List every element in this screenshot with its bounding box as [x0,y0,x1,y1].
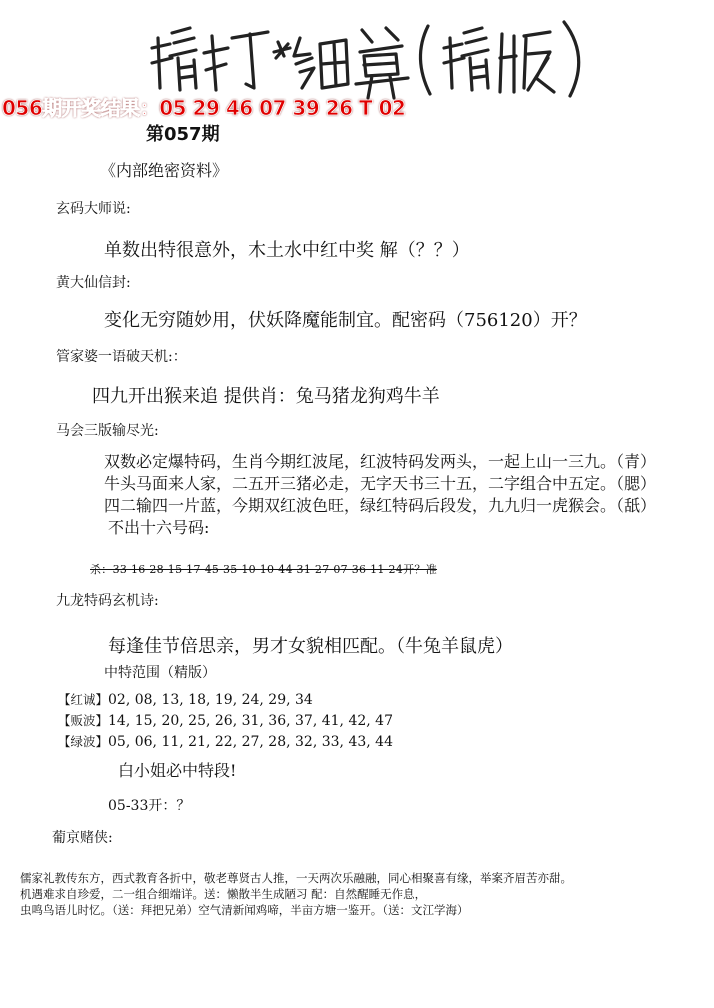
huang-label: 黄大仙信封: [56,275,131,291]
range-row-red [58,690,313,708]
poem-line: 牛头马面来人家，二五开三猪必走，无字天书三十五，二字组合中五定。（腮） [104,474,657,493]
jiulong-text: 每逢佳节倍思亲，男才女貌相匹配。（牛兔羊鼠虎） [108,636,513,657]
mahui-label: 马会三版输尽光: [56,423,159,439]
not16-label: 不出十六号码: [108,518,210,537]
range-numbers: 02, 08, 13, 18, 19, 24, 29, 34 [108,692,313,708]
footer-line: 虫鸣鸟语儿时忆。（送：拜把兄弟）空气清新闻鸡啼，半亩方塘一鉴开。（送：文江学海） [20,903,469,917]
range-numbers: 05, 06, 11, 21, 22, 27, 28, 32, 33, 43, 44 [108,734,393,750]
range-tag: 【绿波】 [58,734,109,749]
open-text: 05-33开：？ [108,798,191,814]
footer-poem [20,870,572,918]
document-title: 《内部绝密资料》 [100,161,229,180]
handwritten-banner [150,8,590,103]
master-text: 单数出特很意外，木土水中红中奖 解（？？） [104,240,470,261]
jiulong-label: 九龙特码玄机诗: [56,593,159,609]
macau-label: 葡京赌侠: [52,830,113,846]
white-text: 白小姐必中特段! [118,761,237,780]
housekeeper-label: 管家婆一语破天机:： [56,349,187,365]
range-numbers: 14, 15, 20, 25, 26, 31, 36, 37, 41, 42, 47 [108,713,393,729]
footer-line: 机遇难求自珍爱，二一组合细端详。送：懒散半生成陋习 配：自然醒睡无作息， [20,887,427,901]
poem-line: 四二输四一片蓝，今期双红波色旺，绿红特码后段发，九九归一虎猴会。（舐） [104,496,657,515]
range-title: 中特范围（精版） [104,665,216,681]
draw-result-line: 056期开奖结果：05 29 46 07 39 26 T 02 [2,96,406,120]
housekeeper-text: 四九开出猴来追 提供肖：兔马猪龙狗鸡牛羊 [92,386,440,407]
range-tag: 【贩波】 [58,713,109,728]
huang-text: 变化无穷随妙用，伏妖降魔能制宜。配密码（756120）开？ [104,310,587,331]
footer-line: 儒家礼教传东方，西式教育各折中，敬老尊贤古人推，一天两次乐融融，同心相聚喜有缘，举案齐眉苦亦甜。 [20,871,572,885]
range-row-blue [58,711,393,729]
poem-line: 双数必定爆特码，生肖今期红波尾，红波特码发两头，一起上山一三九。（青） [104,452,657,471]
range-tag: 【红诚】 [58,692,109,707]
kill-numbers: 杀：33 16 28 15 17 45 35 10 10 44 31 27 07 36 11 24开？准 [90,563,438,576]
range-row-green [58,732,393,750]
master-label: 玄码大师说: [56,201,131,217]
issue-number: 第057期 [146,124,220,145]
mahui-poem [104,451,656,517]
